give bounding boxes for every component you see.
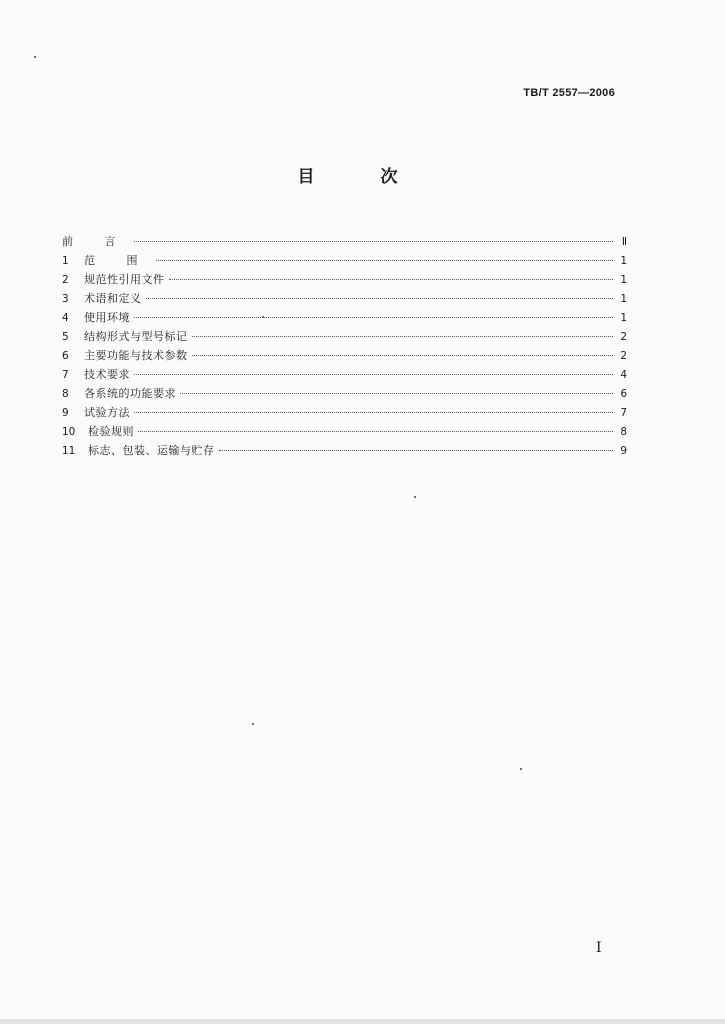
toc-label: 使用环境 — [84, 311, 130, 324]
toc-leader-dots — [134, 412, 613, 413]
toc-leader-dots — [192, 336, 614, 337]
toc-entry-requirements[interactable] — [62, 365, 627, 384]
toc-leader-dots — [192, 355, 614, 356]
toc-page-number: 9 — [620, 445, 627, 457]
toc-number: 5 — [62, 331, 69, 343]
toc-label: 范 围 — [84, 254, 152, 267]
toc-leader-dots — [138, 431, 613, 432]
toc-leader-dots — [169, 279, 614, 280]
toc-page-number: 8 — [620, 426, 627, 438]
toc-entry-marking-packaging[interactable] — [62, 441, 627, 460]
toc-page-number: 2 — [620, 350, 627, 362]
toc-page-number: 6 — [620, 388, 627, 400]
footer-page-number: I — [596, 940, 602, 956]
toc-leader-dots — [219, 450, 614, 451]
toc-page-number: 1 — [620, 293, 627, 305]
toc-label: 前 言 — [62, 235, 130, 248]
toc-entry-structure[interactable] — [62, 327, 627, 346]
toc-label: 标志、包装、运输与贮存 — [88, 444, 215, 457]
toc-entry-environment[interactable] — [62, 308, 627, 327]
toc-entry-terms-definitions[interactable] — [62, 289, 627, 308]
scan-speck — [414, 496, 416, 498]
toc-leader-dots — [156, 260, 614, 261]
toc-entry-functions[interactable] — [62, 346, 627, 365]
toc-entry-foreword[interactable] — [62, 232, 627, 251]
toc-number: 9 — [62, 407, 69, 419]
scan-bottom-edge — [0, 1019, 725, 1024]
toc-page-number: 1 — [620, 312, 627, 324]
toc-page-number: 4 — [620, 369, 627, 381]
toc-label: 结构形式与型号标记 — [84, 330, 188, 343]
toc-number: 1 — [62, 255, 69, 267]
scan-speck — [34, 56, 36, 58]
toc-page-number: Ⅱ — [621, 236, 627, 248]
toc-entry-scope[interactable] — [62, 251, 627, 270]
toc-number: 11 — [62, 445, 76, 457]
toc-entry-normative-references[interactable] — [62, 270, 627, 289]
toc-number: 4 — [62, 312, 69, 324]
toc-number: 7 — [62, 369, 69, 381]
toc-label: 各系统的功能要求 — [84, 387, 176, 400]
toc-page-number: 1 — [620, 274, 627, 286]
toc-number: 2 — [62, 274, 69, 286]
toc-number: 8 — [62, 388, 69, 400]
toc-label: 规范性引用文件 — [84, 273, 165, 286]
toc-leader-dots — [134, 241, 614, 242]
scan-speck — [520, 768, 522, 770]
toc-number: 10 — [62, 426, 76, 438]
toc-entry-inspection-rules[interactable] — [62, 422, 627, 441]
toc-entry-system-functions[interactable] — [62, 384, 627, 403]
toc-label: 检验规则 — [88, 425, 134, 438]
toc-page-number: 1 — [620, 255, 627, 267]
standard-code: TB/T 2557—2006 — [523, 87, 615, 99]
scan-speck — [252, 723, 254, 725]
toc-page-number: 2 — [620, 331, 627, 343]
toc-label: 主要功能与技术参数 — [84, 349, 188, 362]
table-of-contents — [62, 232, 627, 460]
toc-number: 6 — [62, 350, 69, 362]
toc-label: 试验方法 — [84, 406, 130, 419]
toc-entry-test-methods[interactable] — [62, 403, 627, 422]
page-title: 目 次 — [297, 167, 428, 187]
toc-number: 3 — [62, 293, 69, 305]
toc-leader-dots — [134, 317, 613, 318]
toc-leader-dots — [134, 374, 613, 375]
toc-page-number: 7 — [620, 407, 627, 419]
toc-leader-dots — [180, 393, 613, 394]
toc-leader-dots — [146, 298, 614, 299]
toc-label: 术语和定义 — [84, 292, 142, 305]
toc-label: 技术要求 — [84, 368, 130, 381]
